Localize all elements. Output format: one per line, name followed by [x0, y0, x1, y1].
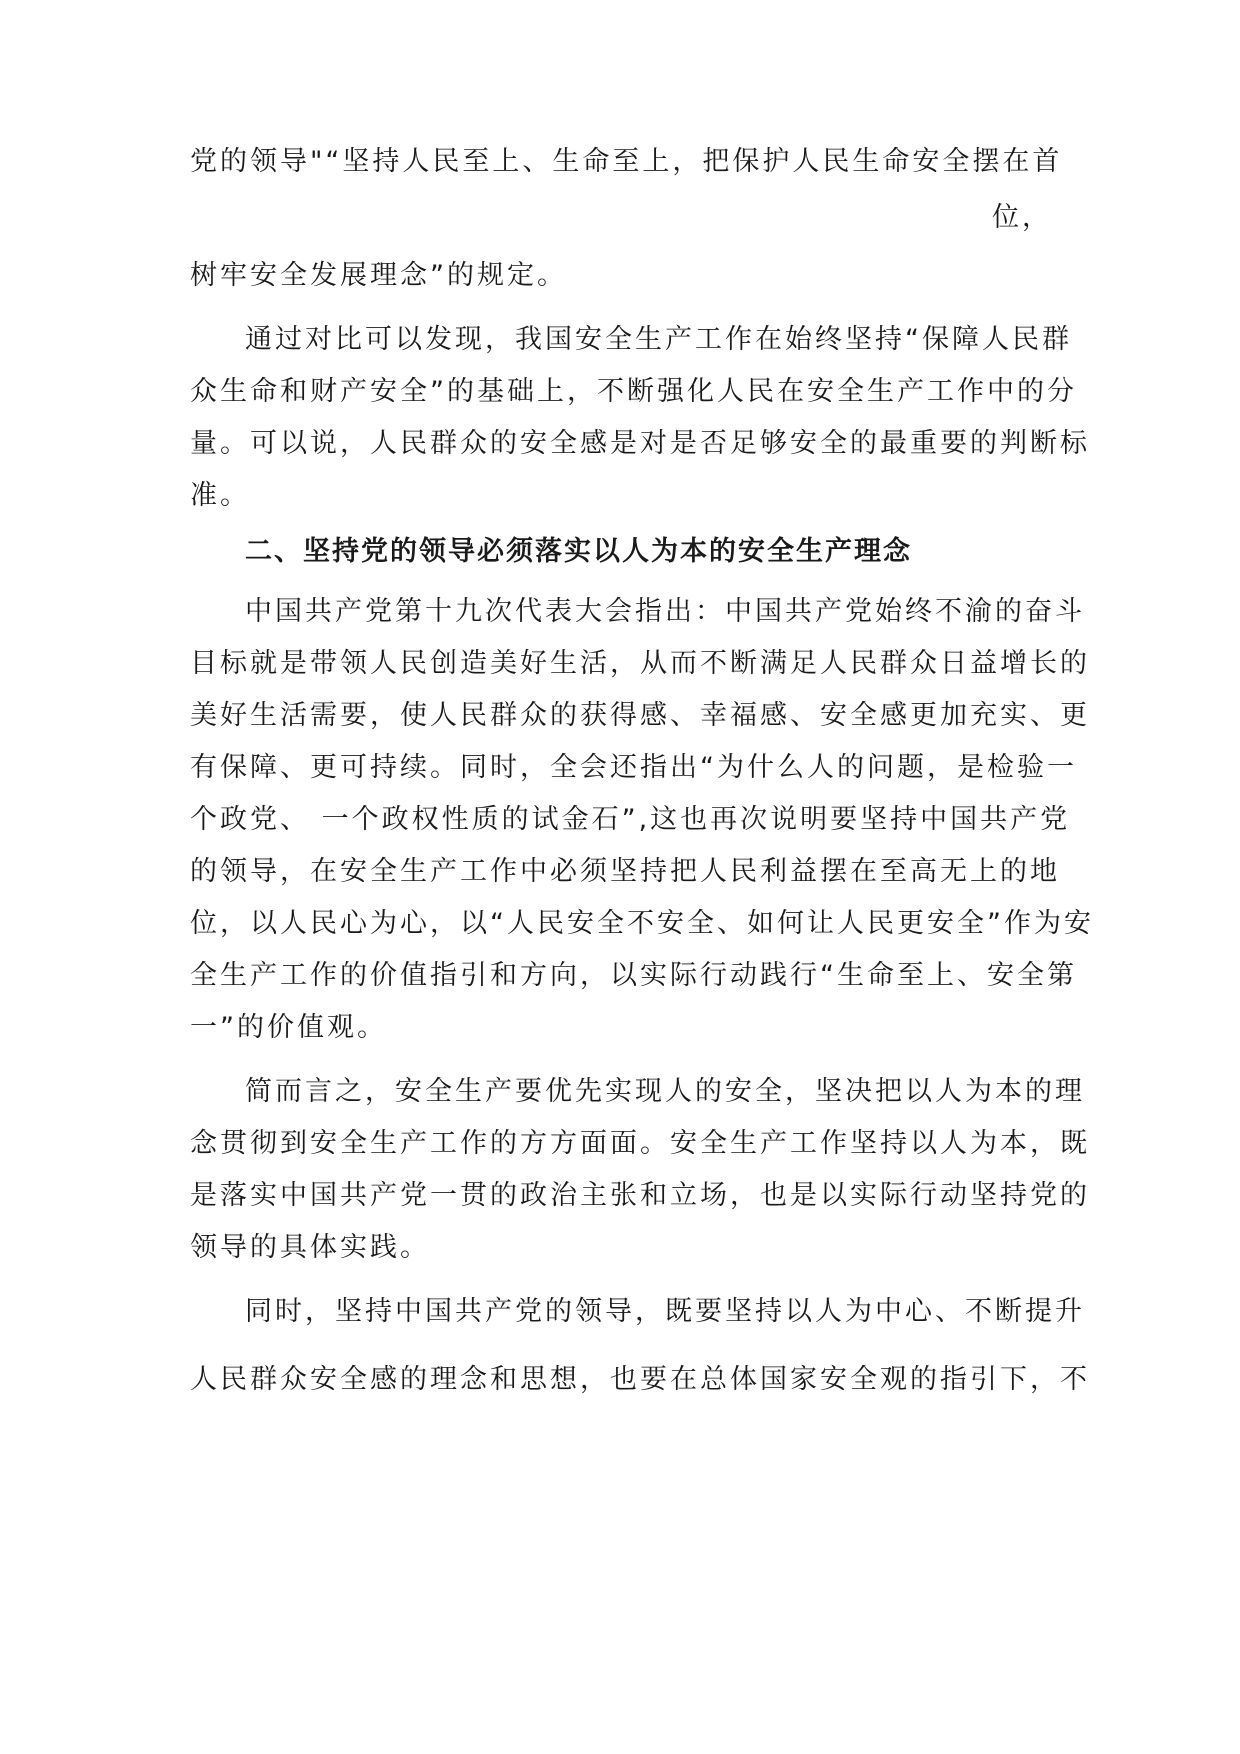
- paragraph-line: 领导的具体实践。: [190, 1232, 430, 1263]
- paragraph-line: 有保障、更可持续。同时，全会还指出“为什么人的问题，是检验一: [190, 752, 1077, 783]
- paragraph-line: 准。: [190, 480, 250, 511]
- paragraph-line: 一”的价值观。: [190, 1012, 387, 1043]
- paragraph-line: 全生产工作的价值指引和方向，以实际行动践行“生命至上、安全第: [190, 960, 1077, 991]
- paragraph-line: 是落实中国共产党一贯的政治主张和立场，也是以实际行动坚持党的: [190, 1180, 1090, 1211]
- paragraph-line: 人民群众安全感的理念和思想，也要在总体国家安全观的指引下，不: [190, 1364, 1090, 1395]
- paragraph-line: 个政党、 一个政权性质的试金石”,这也再次说明要坚持中国共产党: [190, 804, 1071, 835]
- paragraph-line: 念贯彻到安全生产工作的方方面面。安全生产工作坚持以人为本，既: [190, 1128, 1090, 1159]
- paragraph-line: 通过对比可以发现，我国安全生产工作在始终坚持“保障人民群: [245, 324, 1072, 355]
- paragraph-line: 简而言之，安全生产要优先实现人的安全，坚决把以人为本的理: [245, 1076, 1085, 1107]
- section-heading: 二、坚持党的领导必须落实以人为本的安全生产理念: [245, 536, 912, 567]
- paragraph-line: 位，以人民心为心，以“人民安全不安全、如何让人民更安全”作为安: [190, 908, 1094, 939]
- paragraph-line: 中国共产党第十九次代表大会指出：中国共产党始终不渝的奋斗: [245, 596, 1085, 627]
- paragraph-line: 美好生活需要，使人民群众的获得感、幸福感、安全感更加充实、更: [190, 700, 1090, 731]
- paragraph-line: 的领导，在安全生产工作中必须坚持把人民利益摆在至高无上的地: [190, 856, 1060, 887]
- paragraph-line: 众生命和财产安全”的基础上，不断强化人民在安全生产工作中的分: [190, 376, 1077, 407]
- paragraph-line: 目标就是带领人民创造美好生活，从而不断满足人民群众日益增长的: [190, 648, 1090, 679]
- paragraph-line: 同时，坚持中国共产党的领导，既要坚持以人为中心、不断提升: [245, 1296, 1085, 1327]
- paragraph-line: 树牢安全发展理念”的规定。: [190, 260, 567, 291]
- paragraph-line: 位，: [992, 202, 1052, 233]
- paragraph-line: 党的领导"“坚持人民至上、生命至上，把保护人民生命安全摆在首: [190, 146, 1063, 177]
- paragraph-line: 量。可以说，人民群众的安全感是对是否足够安全的最重要的判断标: [190, 428, 1090, 459]
